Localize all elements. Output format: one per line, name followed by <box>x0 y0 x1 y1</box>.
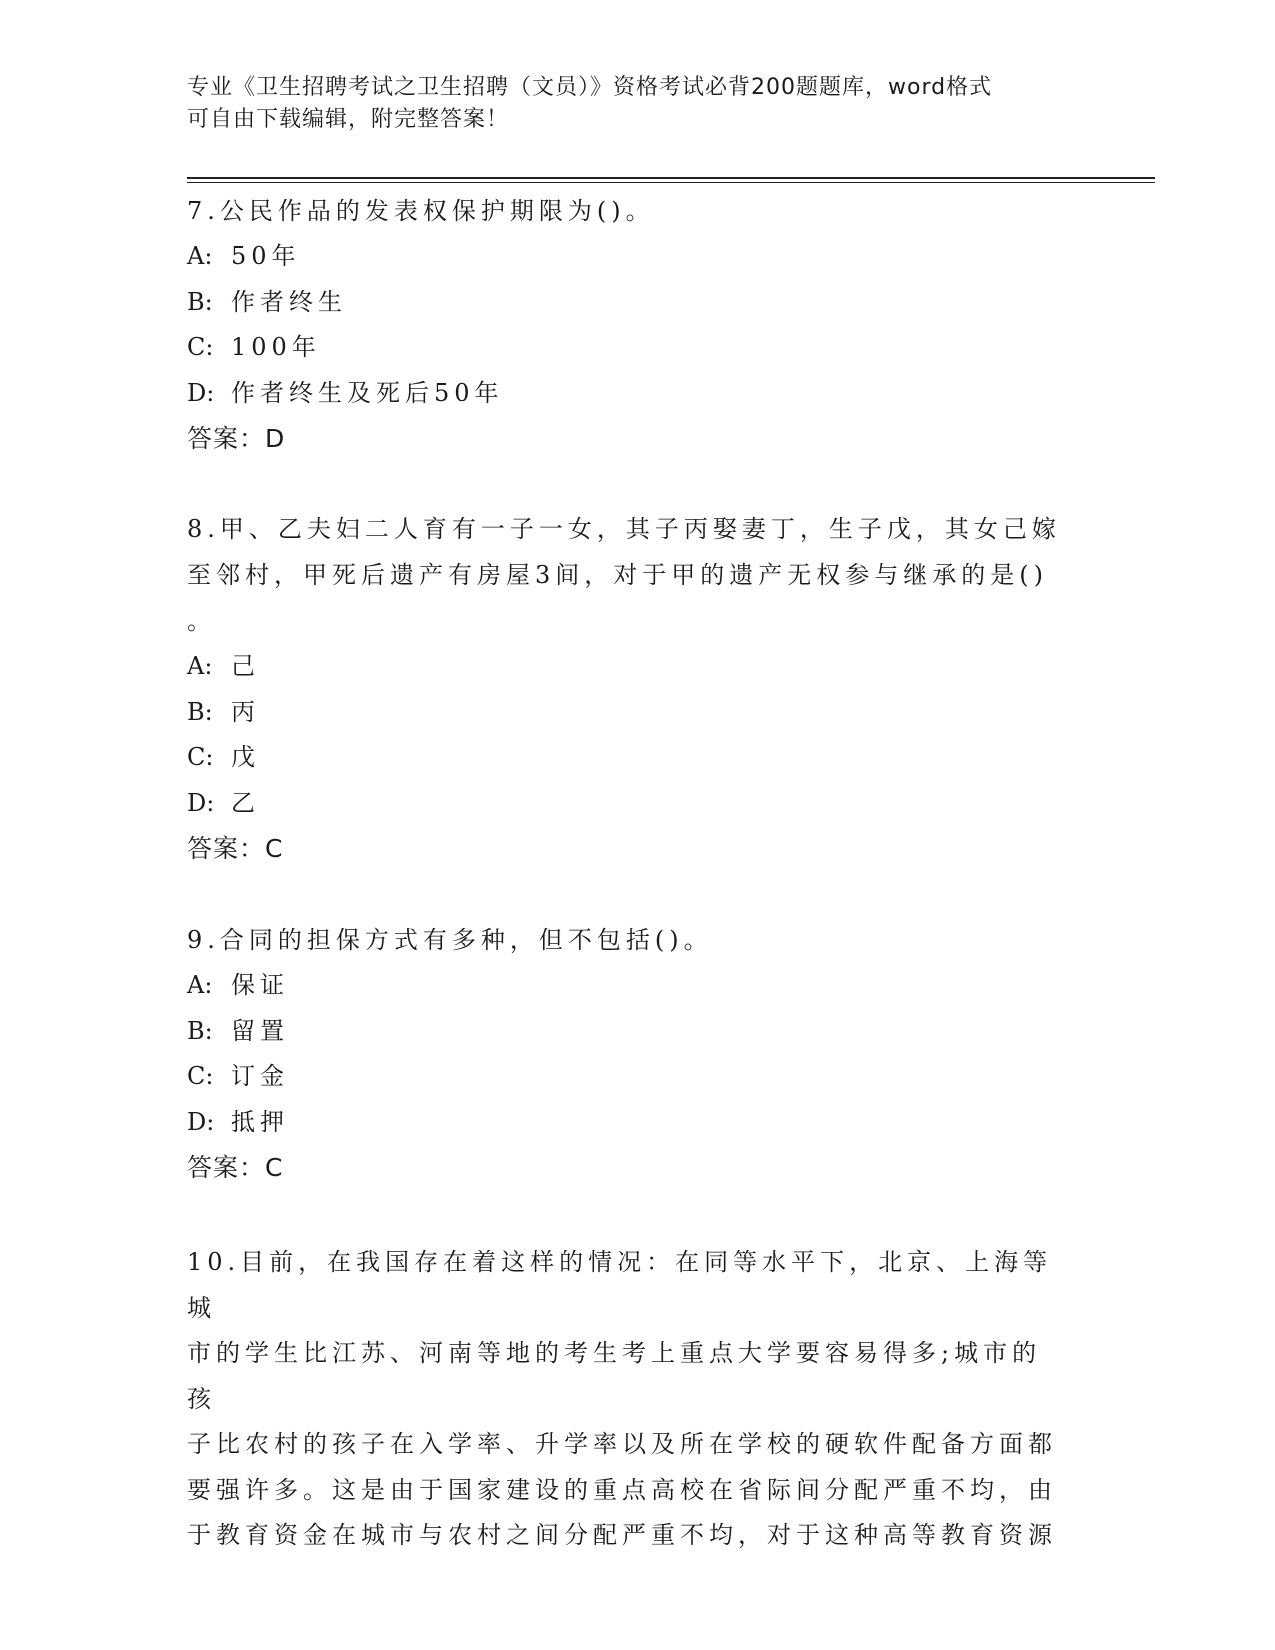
option-label: B: <box>187 287 213 316</box>
answer: 答案：D <box>187 424 286 453</box>
option-a <box>187 234 1067 280</box>
option-label: A: <box>187 652 213 680</box>
option-label: C: <box>187 333 214 361</box>
option-text: 50年 <box>231 242 301 270</box>
option-text: 作者终生及死后50年 <box>231 378 504 407</box>
option-label: A: <box>187 971 213 999</box>
answer: 答案：C <box>187 1153 284 1182</box>
header-divider-thick <box>187 177 1155 179</box>
question-stem-line: 至邻村，甲死后遗产有房屋3间，对于甲的遗产无权参与继承的是() <box>187 561 1048 589</box>
question-9 <box>187 917 1067 1191</box>
question-stem: 9.合同的担保方式有多种，但不包括()。 <box>187 926 713 954</box>
question-stem-line: 8.甲、乙夫妇二人育有一子一女，其子丙娶妻丁，生子戊，其女己嫁 <box>187 515 1061 543</box>
option-text: 保证 <box>231 971 289 999</box>
option-label: D: <box>187 1107 215 1136</box>
question-stem-line: 。 <box>187 607 216 635</box>
option-label: C: <box>187 743 214 771</box>
option-d <box>187 371 1067 417</box>
question-stem: 7.公民作品的发表权保护期限为()。 <box>187 197 655 225</box>
option-text: 己 <box>231 652 260 680</box>
question-10 <box>187 1240 1067 1559</box>
option-c <box>187 735 1067 781</box>
option-c <box>187 1054 1067 1100</box>
option-label: C: <box>187 1062 214 1090</box>
option-text: 戊 <box>231 743 260 771</box>
option-label: A: <box>187 242 213 270</box>
option-c <box>187 325 1067 371</box>
option-d <box>187 781 1067 827</box>
question-7 <box>187 188 1067 462</box>
document-header <box>187 72 1067 136</box>
answer: 答案：C <box>187 834 284 863</box>
option-b <box>187 1009 1067 1055</box>
option-b <box>187 280 1067 326</box>
option-text: 订金 <box>231 1062 289 1090</box>
option-label: B: <box>187 1016 213 1045</box>
option-text: 100年 <box>231 333 321 361</box>
option-text: 乙 <box>231 788 260 817</box>
option-label: D: <box>187 378 215 407</box>
option-b <box>187 690 1067 736</box>
question-stem-line: 子比农村的孩子在入学率、升学率以及所在学校的硬软件配备方面都 <box>187 1430 1057 1458</box>
header-divider-thin <box>187 182 1155 183</box>
option-a <box>187 644 1067 690</box>
option-d <box>187 1100 1067 1146</box>
header-line-1: 专业《卫生招聘考试之卫生招聘（文员）》资格考试必背200题题库，word格式 <box>187 75 993 100</box>
question-stem-line: 于教育资金在城市与农村之间分配严重不均，对于这种高等教育资源 <box>187 1521 1057 1549</box>
option-a <box>187 963 1067 1009</box>
option-text: 丙 <box>231 697 260 726</box>
option-label: D: <box>187 788 215 817</box>
question-stem-line: 市的学生比江苏、河南等地的考生考上重点大学要容易得多;城市的孩 <box>187 1339 1042 1413</box>
header-line-2: 可自由下载编辑，附完整答案！ <box>187 107 510 132</box>
option-text: 作者终生 <box>231 287 347 316</box>
option-text: 留置 <box>231 1016 289 1045</box>
question-stem-line: 10.目前，在我国存在着这样的情况：在同等水平下，北京、上海等城 <box>187 1248 1053 1322</box>
option-text: 抵押 <box>231 1107 289 1136</box>
question-stem-line: 要强许多。这是由于国家建设的重点高校在省际间分配严重不均，由 <box>187 1475 1057 1504</box>
question-8 <box>187 506 1067 872</box>
option-label: B: <box>187 697 213 726</box>
